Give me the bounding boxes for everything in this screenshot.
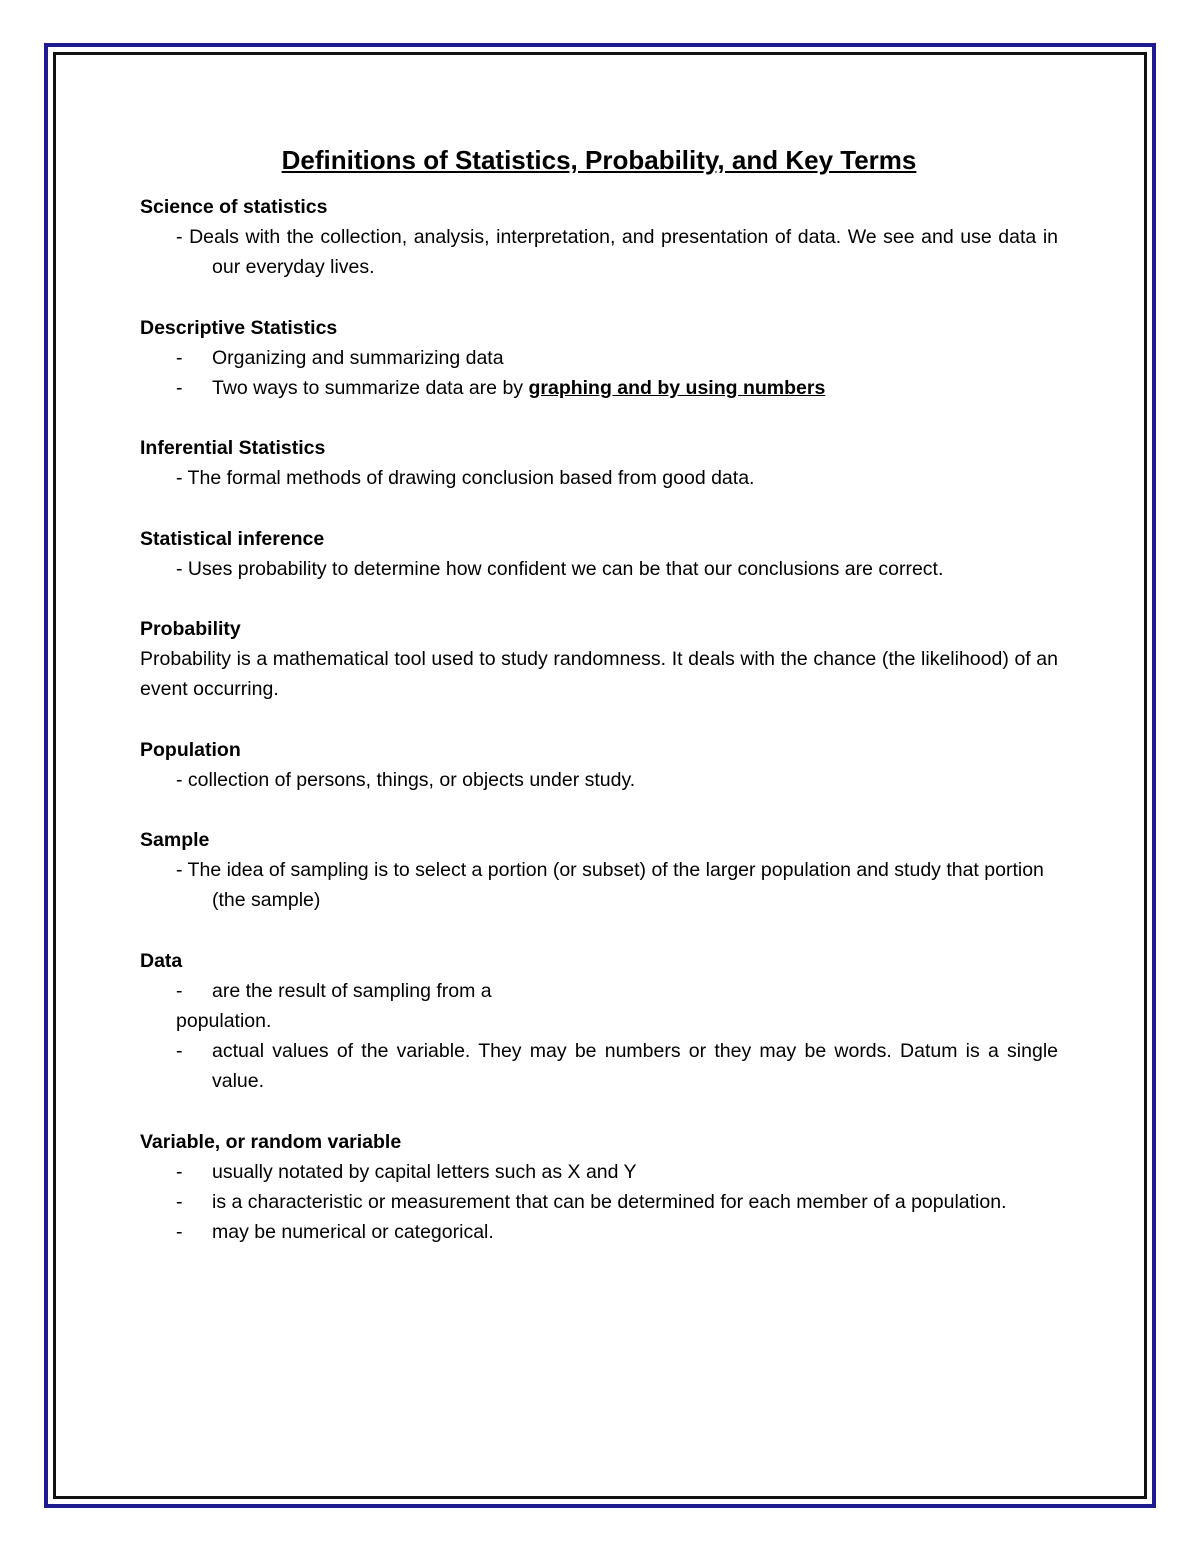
definition-text: Probability is a mathematical tool used to study randomness. It deals with the chance (the likelihood) of an event occurring. [140,648,1058,701]
definition-text: - The formal methods of drawing conclusion based from good data. [176,467,755,490]
bullet-dash: - [176,1221,183,1244]
section-inferential-statistics [140,433,1058,493]
definition-text: - Deals with the collection, analysis, interpretation, and presentation of data. We see and use data in our everyday lives. [176,226,1058,279]
list-item [140,1217,1058,1247]
section-science-of-statistics [140,192,1058,283]
list-item-text: actual values of the variable. They may be numbers or they may be words. Datum is a single value. [212,1040,1058,1093]
section-probability [140,614,1058,705]
bullet-dash: - [176,979,183,1002]
section-data [140,946,1058,1097]
list-item [140,1157,1058,1187]
list-item-text-lead: Two ways to summarize data are by [212,377,529,400]
definition-text: - Uses probability to determine how confident we can be that our conclusions are correct. [176,557,944,580]
section-population [140,735,1058,795]
section-sample [140,825,1058,916]
section-heading: Probability [140,618,241,641]
list-item-text: is a characteristic or measurement that can be determined for each member of a population. [212,1191,1007,1214]
definition-text-continued: (the sample) [212,889,321,912]
list-item [140,1036,1058,1096]
emphasis-text: graphing and by using numbers [528,377,826,400]
section-heading: Statistical inference [140,527,325,550]
document-title: Definitions of Statistics, Probability, and Key Terms [281,145,917,175]
list-item [140,373,1058,403]
list-item-text: usually notated by capital letters such as X and Y [212,1160,637,1183]
section-heading: Inferential Statistics [140,437,326,460]
section-variable [140,1127,1058,1248]
list-item-text [212,373,1058,403]
section-heading: Descriptive Statistics [140,316,338,339]
list-item-text: may be numerical or categorical. [212,1221,494,1244]
section-statistical-inference [140,524,1058,584]
list-item [140,1187,1058,1217]
section-heading: Variable, or random variable [140,1130,402,1153]
document-body [140,140,1058,1277]
bullet-dash: - [176,377,183,400]
section-descriptive-statistics [140,313,1058,404]
bullet-dash: - [176,346,183,369]
bullet-dash: - [176,1160,183,1183]
list-item [140,976,1058,1006]
section-heading: Data [140,949,183,972]
definition-text: - collection of persons, things, or objects under study. [176,768,636,791]
list-item [140,343,1058,373]
section-heading: Sample [140,829,210,852]
bullet-dash: - [176,1191,183,1214]
bullet-dash: - [176,1040,183,1063]
definition-text: - The idea of sampling is to select a portion (or subset) of the larger population and study that portion [176,859,1044,882]
list-item-continued: population. [176,1010,272,1033]
list-item-text: are the result of sampling from a [212,979,492,1002]
section-heading: Population [140,738,241,761]
list-item-text: Organizing and summarizing data [212,346,504,369]
section-heading: Science of statistics [140,196,328,218]
